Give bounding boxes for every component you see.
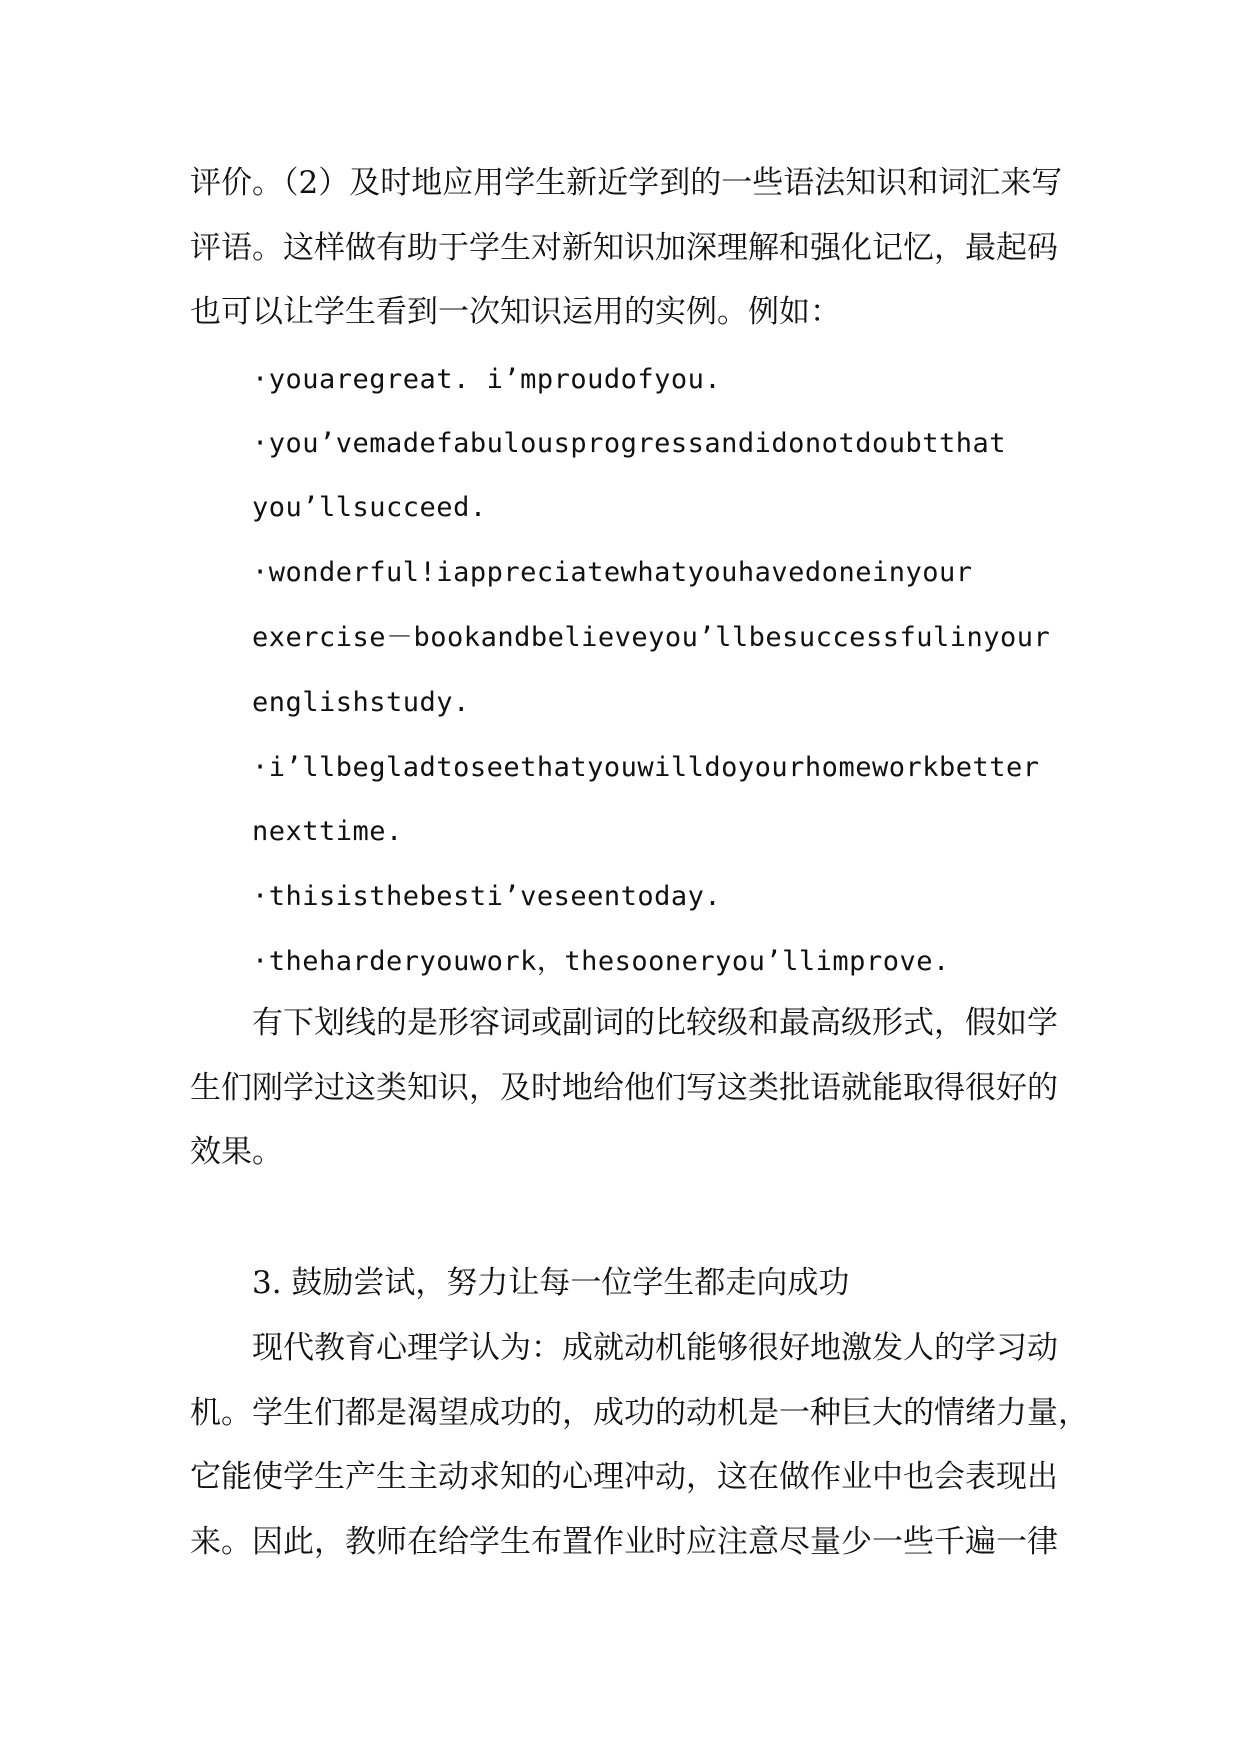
body-text-line: 它能使学生产生主动求知的心理冲动，这在做作业中也会表现出 bbox=[190, 1459, 1058, 1495]
example-line: ·i’llbegladtoseethatyouwilldoyourhomeworkbetter bbox=[252, 752, 1040, 783]
body-text-line: 现代教育心理学认为：成就动机能够很好地激发人的学习动 bbox=[252, 1330, 1058, 1366]
body-text-line: 生们刚学过这类知识，及时地给他们写这类批语就能取得很好的 bbox=[190, 1070, 1058, 1106]
body-text-line: 有下划线的是形容词或副词的比较级和最高级形式，假如学 bbox=[252, 1005, 1058, 1041]
example-line: ·theharderyouwork，thesooneryou’llimprove. bbox=[252, 946, 950, 977]
example-line: ·youaregreat. i’mproudofyou. bbox=[252, 364, 722, 395]
example-line: nexttime. bbox=[252, 816, 403, 847]
example-line: ·wonderful!iappreciatewhatyouhavedoneinyour bbox=[252, 557, 973, 588]
example-line: exercise－bookandbelieveyou’llbesuccessfulinyour bbox=[252, 622, 1051, 653]
body-text-line: 评价。（2）及时地应用学生新近学到的一些语法知识和词汇来写 bbox=[190, 165, 1063, 201]
body-text-line: 评语。这样做有助于学生对新知识加深理解和强化记忆，最起码 bbox=[190, 230, 1058, 266]
body-text-line: 效果。 bbox=[190, 1134, 283, 1170]
example-line: ·thisisthebesti’veseentoday. bbox=[252, 881, 722, 912]
example-line: you’llsucceed. bbox=[252, 492, 487, 523]
example-line: englishstudy. bbox=[252, 687, 470, 718]
body-text-line: 也可以让学生看到一次知识运用的实例。例如： bbox=[190, 294, 841, 330]
section-heading: 3. 鼓励尝试，努力让每一位学生都走向成功 bbox=[252, 1265, 850, 1301]
body-text-line: 来。因此，教师在给学生布置作业时应注意尽量少一些千遍一律 bbox=[190, 1524, 1058, 1560]
body-text-line: 机。学生们都是渴望成功的，成功的动机是一种巨大的情绪力量， bbox=[190, 1395, 1089, 1431]
example-line: ·you’vemadefabulousprogressandidonotdoubtthat bbox=[252, 428, 1006, 459]
